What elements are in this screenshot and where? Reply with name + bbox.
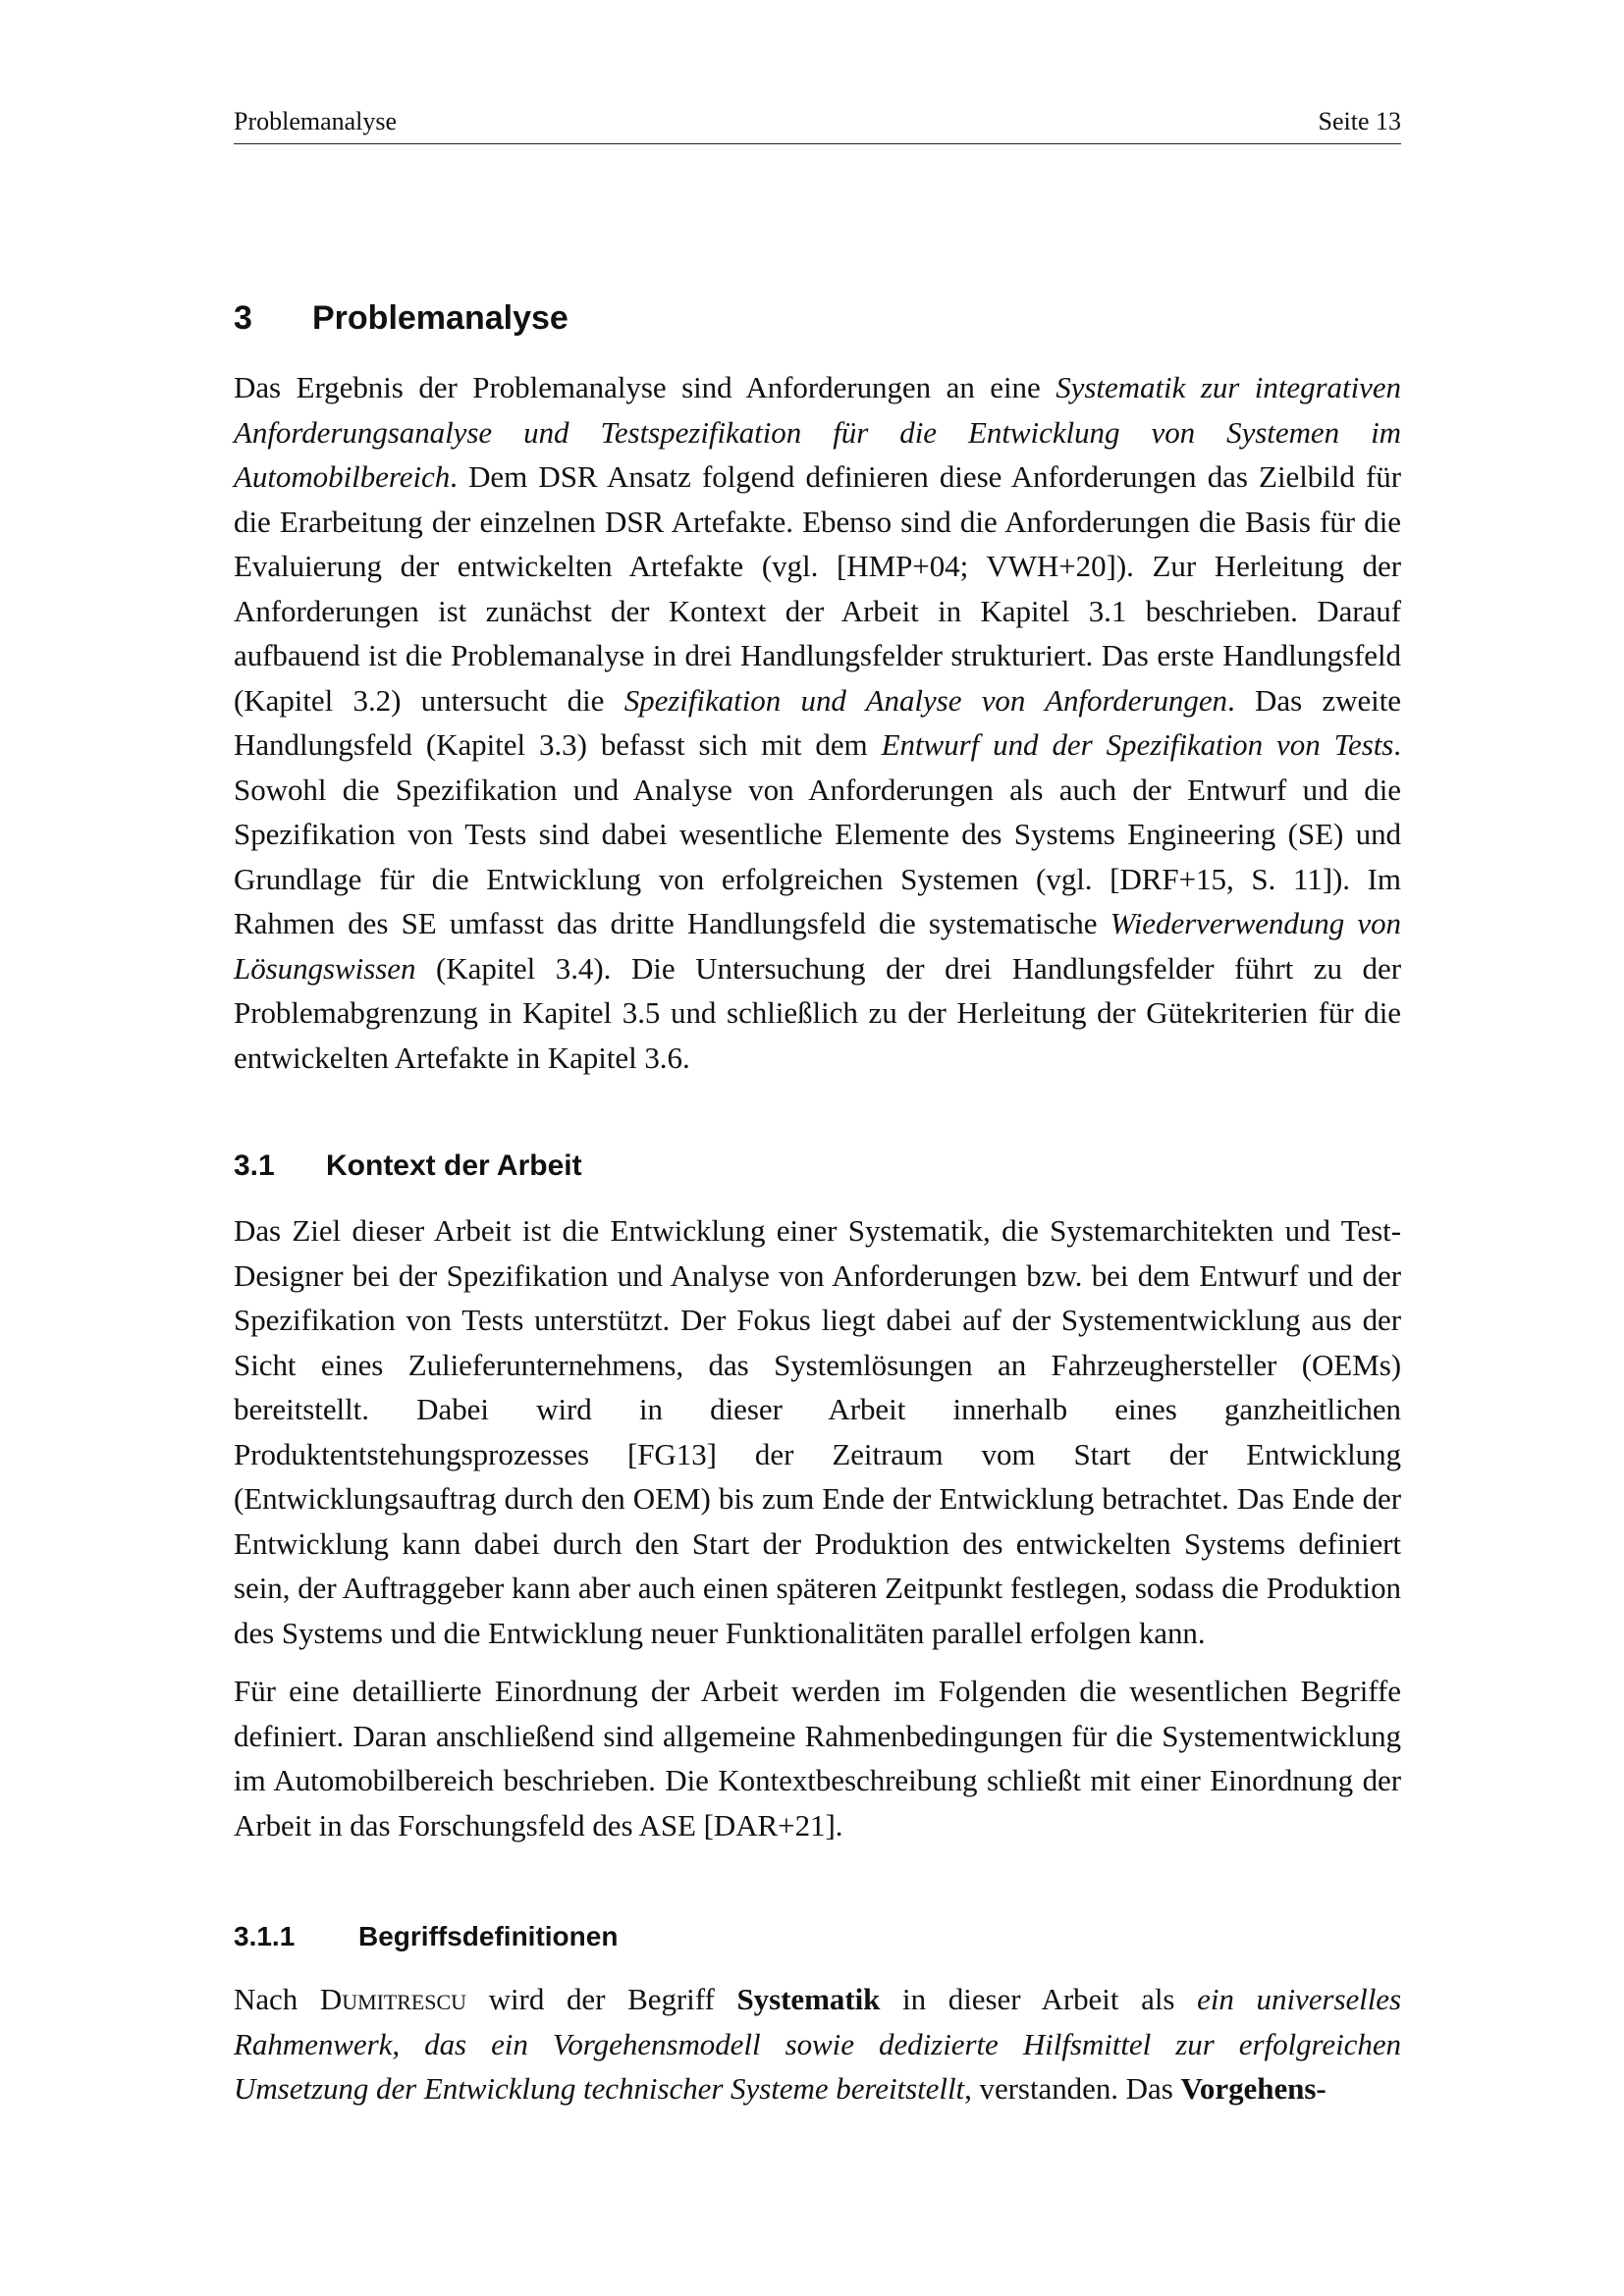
chapter-number: 3 bbox=[234, 299, 252, 337]
context-paragraph-2: Für eine detaillierte Einordnung der Arbeit werden im Folgenden die wesentlichen Begriffe definiert. Daran anschließend sind allgemeine Rahmenbedingungen für die Systementwicklung im Automobilbereich beschrieben. Die Kontextbeschreibung schließt mit einer Einordnung der Arbeit in das Forschungsfeld des ASE [DAR+21]. bbox=[234, 1674, 1401, 1842]
emphasis-run: Spezifikation und Analyse von Anforderungen bbox=[623, 682, 1227, 718]
chapter-title: Problemanalyse bbox=[312, 299, 568, 337]
emphasis-run: Wiederverwendung von Lösungswissen bbox=[234, 906, 1402, 986]
header-chapter-title: Problemanalyse bbox=[234, 107, 398, 135]
header-page-number: Seite 13 bbox=[1318, 107, 1401, 135]
text-run: Das Ergebnis der Problemanalyse sind Anforderungen an eine bbox=[234, 370, 1056, 404]
section-number: 3.1 bbox=[234, 1149, 275, 1182]
text-run: wird der Begriff bbox=[465, 1982, 737, 2016]
text-run: in dieser Arbeit als bbox=[880, 1982, 1198, 2016]
emphasis-run: Entwurf und der Spezifikation von Tests bbox=[881, 727, 1394, 762]
text-run: . Dem DSR Ansatz folgend definieren diese Anforderungen das Zielbild für die Erarbeitung der einzelnen DSR Artefakte. Ebenso sind die Anforderungen die Basis für die Evaluierung der entwickelten Artefakte (vgl. [HMP+04; VWH+20]). Zur Herleitung der Anforderungen ist zunächst der Kontext der Arbeit in Kapitel 3.1 beschrieben. Darauf aufbauend ist die Problemanalyse in drei Handlungsfelder strukturiert. Das erste Handlungsfeld (Kapitel 3.2) untersucht die bbox=[234, 459, 1401, 718]
defined-term: Vorgehens- bbox=[1180, 2071, 1326, 2106]
subsection-number: 3.1.1 bbox=[234, 1921, 296, 1951]
running-header bbox=[234, 106, 1401, 144]
text-run: . Sowohl die Spezifikation und Analyse von Anforderungen als auch der Entwurf und die Spezifikation von Tests sind dabei wesentliche Elemente des Systems Engineering (SE) und Grundlage für die Entwicklung von erfolgreichen Systemen (vgl. [DRF+15, S. 11]). Im Rahmen des SE umfasst das dritte Handlungsfeld die systematische bbox=[234, 727, 1401, 940]
chapter-heading bbox=[234, 296, 1401, 340]
defined-term: Systematik bbox=[736, 1982, 881, 2016]
text-run: . Das zweite Handlungsfeld (Kapitel 3.3) befasst sich mit dem bbox=[234, 682, 1401, 762]
section-heading bbox=[234, 1147, 1401, 1186]
text-run: Nach bbox=[234, 1982, 320, 2016]
subsection-title: Begriffsdefinitionen bbox=[358, 1921, 619, 1951]
chapter-intro-paragraph bbox=[234, 365, 1401, 1080]
emphasis-run: Systematik zur integrativen Anforderungsanalyse und Testspezifikation für die Entwicklung von Systemen im Automobilbereich bbox=[234, 370, 1402, 494]
emphasis-run: ein universelles Rahmenwerk, das ein Vorgehensmodell sowie dedizierte Hilfsmittel zur erfolgreichen Umsetzung der Entwicklung technischer Systeme bereitstellt bbox=[234, 1982, 1402, 2106]
text-run: (Kapitel 3.4). Die Untersuchung der drei Handlungsfelder führt zu der Problemabgrenzung in Kapitel 3.5 und schließlich zu der Herleitung der Gütekriterien für die entwickelten Artefakte in Kapitel 3.6. bbox=[234, 950, 1401, 1075]
definitions-paragraph bbox=[234, 1977, 1401, 2111]
subsection-heading bbox=[234, 1918, 1401, 1955]
section-title: Kontext der Arbeit bbox=[326, 1149, 582, 1182]
page-content bbox=[234, 283, 1401, 2111]
author-name: Dumitrescu bbox=[319, 1982, 466, 2016]
text-run: , verstanden. Das bbox=[964, 2071, 1181, 2106]
context-paragraph-1: Das Ziel dieser Arbeit ist die Entwicklung einer Systematik, die Systemarchitekten und Test-Designer bei der Spezifikation und Analyse von Anforderungen bzw. bei dem Entwurf und der Spezifikation von Tests unterstützt. Der Fokus liegt dabei auf der Systementwicklung aus der Sicht eines Zulieferunternehmens, das Systemlösungen an Fahrzeughersteller (OEMs) bereitstellt. Dabei wird in dieser Arbeit innerhalb eines ganzheitlichen Produktentstehungsprozesses [FG13] der Zeitraum vom Start der Entwicklung (Entwicklungsauftrag durch den OEM) bis zum Ende der Entwicklung betrachtet. Das Ende der Entwicklung kann dabei durch den Start der Produktion des entwickelten Systems definiert sein, der Auftraggeber kann aber auch einen späteren Zeitpunkt festlegen, sodass die Produktion des Systems und die Entwicklung neuer Funktionalitäten parallel erfolgen kann. bbox=[234, 1213, 1401, 1650]
